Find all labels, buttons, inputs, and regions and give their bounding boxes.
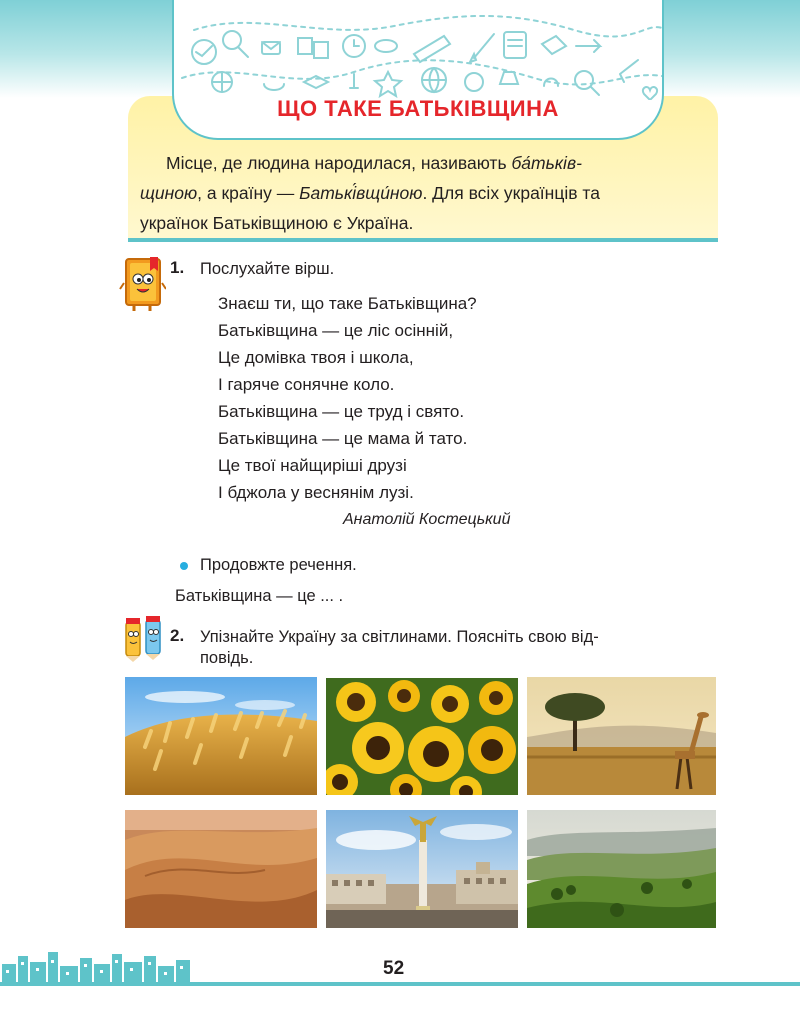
city-skyline-icon bbox=[0, 950, 200, 986]
task-2-instruction-line1: Упізнайте Україну за світлинами. Поясніть свою від- bbox=[200, 628, 599, 646]
photo-sunflowers bbox=[326, 678, 518, 795]
poem-line: Це твої найщиріші друзі bbox=[218, 456, 407, 475]
poem-line: Це домівка твоя і школа, bbox=[218, 348, 414, 367]
poem-line: Знаєш ти, що таке Батьківщина? bbox=[218, 294, 477, 313]
photo-wheat-field bbox=[125, 677, 317, 795]
poem-line: Батьківщина — це труд і свято. bbox=[218, 402, 465, 421]
poem-author: Анатолій Костецький bbox=[343, 511, 511, 528]
poem-line: Батьківщина — це ліс осінній, bbox=[218, 321, 454, 340]
poem bbox=[218, 290, 477, 506]
photo-kyiv-independence-monument bbox=[326, 810, 518, 928]
completion-prompt: Батьківщина — це ... . bbox=[175, 587, 344, 605]
task-2-number: 2. bbox=[170, 626, 185, 645]
photo-savanna-giraffe bbox=[527, 677, 716, 795]
header-card bbox=[172, 0, 664, 140]
photo-green-hills bbox=[527, 810, 716, 928]
poem-line: І гаряче сонячне коло. bbox=[218, 375, 395, 394]
definition-text: Місце, де людина народилася, називають ба́тьків- щиною, а країну — Батькі́вщи́ною. Для всіх українців та українок Батьківщиною є Україна. bbox=[140, 153, 600, 233]
task-1-number: 1. bbox=[170, 258, 185, 277]
bullet-icon bbox=[180, 562, 188, 570]
section-title: ЩО ТАКЕ БАТЬКІВЩИНА bbox=[277, 96, 559, 121]
book-mascot-icon bbox=[118, 253, 166, 313]
page-number: 52 bbox=[383, 958, 405, 979]
poem-line: Батьківщина — це мама й тато. bbox=[218, 429, 468, 448]
task-2-instruction-line2: повідь. bbox=[200, 649, 254, 667]
bullet-instruction: Продовжте речення. bbox=[200, 556, 357, 574]
pencils-mascot-icon bbox=[120, 614, 168, 662]
task-1-instruction: Послухайте вірш. bbox=[200, 260, 335, 278]
school-doodles-icon bbox=[174, 0, 664, 100]
photo-desert-dunes bbox=[125, 810, 317, 928]
footer-line bbox=[0, 982, 800, 986]
poem-line: І бджола у веснянім лузі. bbox=[218, 483, 414, 502]
